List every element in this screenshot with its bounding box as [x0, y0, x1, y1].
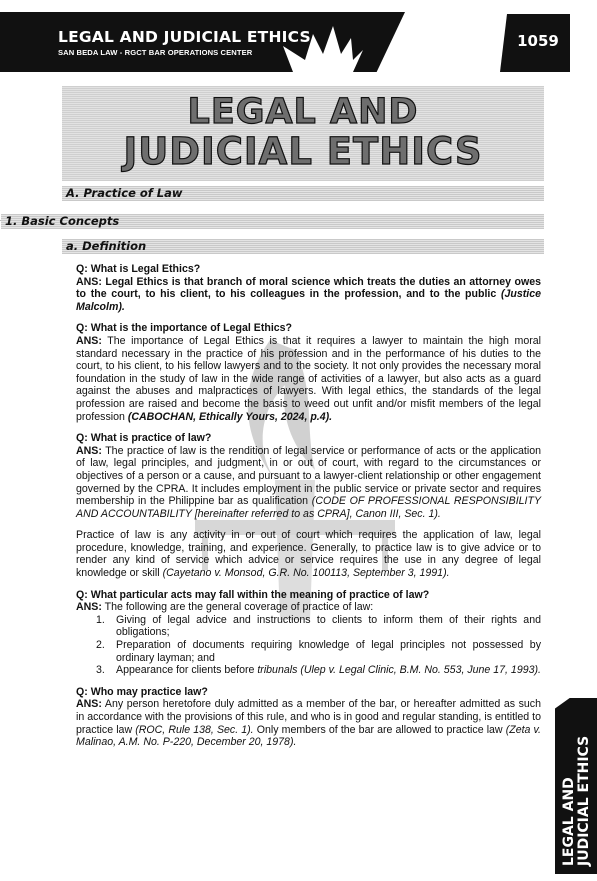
answer-3-label: ANS: [76, 444, 102, 457]
list-item [96, 614, 541, 639]
answer-1-text: Legal Ethics is that branch of moral science which treats the duties an attorney owes to the court, to his client, to his colleagues in the profession, and to the public [76, 275, 541, 301]
question-3: Q: What is practice of law? [76, 432, 212, 445]
page-body [76, 263, 541, 749]
list-item-text: Giving of legal advice and instructions to clients to inform them of their rights and obligations; [116, 613, 541, 639]
practice-paragraph-citation: (Cayetano v. Monsod, G.R. No. 100113, September 3, 1991). [162, 567, 450, 580]
answer-3 [76, 445, 541, 521]
question-1: Q: What is Legal Ethics? [76, 263, 201, 275]
answer-5-citation-2: (Zeta v. Malinao, A.M. No. P-220, December 20, 1978). [76, 723, 541, 749]
list-item-text [116, 664, 541, 677]
header-subtitle: SAN BEDA LAW - RGCT BAR OPERATIONS CENTER [58, 48, 253, 57]
side-tab-line-1: LEGAL AND [561, 777, 577, 866]
answer-1 [76, 276, 541, 314]
list-item-citation: tribunals (Ulep v. Legal Clinic, B.M. No. 553, June 17, 1993). [257, 664, 541, 677]
section-heading-1 [1, 214, 544, 229]
side-tab-line-2: JUDICIAL ETHICS [576, 735, 592, 866]
chapter-title-line-1: LEGAL AND [187, 92, 419, 132]
answer-4-label: ANS: [76, 601, 102, 614]
question-5: Q: Who may practice law? [76, 685, 208, 698]
answer-3-citation: (CODE OF PROFESSIONAL RESPONSIBILITY AND ACCOUNTABILITY [hereinafter referred to as CPRA], Canon III, Sec. 1). [76, 495, 542, 520]
chapter-title-line-2: JUDICIAL ETHICS [123, 130, 483, 173]
header-title: LEGAL AND JUDICIAL ETHICS [58, 28, 311, 46]
answer-5-text: Any person heretofore duly admitted as a member of the bar, or hereafter admitted as such in accordance with the provisions of this rule, and who is in good and regular standing, is entitled to practice law [76, 698, 541, 736]
answer-3-text: The practice of law is the rendition of legal service or performance of acts or the application of law, legal principles, and judgment, in or out of court, with regard to the circumstances or objectives of a person or a cause, and pursuant to a lawyer-client relationship or other engagement governed by the CPRA. It includes employment in the public service or private sector and requires membership in the Philippine bar as qualification [76, 444, 541, 508]
answer-2-label: ANS: [76, 334, 102, 347]
list-item-number: 2. [96, 639, 105, 652]
list-item [96, 664, 541, 677]
answer-2-text: The importance of Legal Ethics is that it requires a lawyer to maintain the high moral standard necessary in the practice of his profession and in the performance of his duties to the court, to his client, to his fellow lawyers and to the society. It not only provides the necessary moral foundation in the study of law in the wide range of activities of a lawyer, but also acts as a guard against the abuses and malpractices of lawyers. With legal ethics, the standards of the legal profession are raised and become the basis to weed out unfit and/or misfit members of the legal profession [76, 334, 541, 423]
practice-acts-list [96, 614, 541, 677]
crown-logo-icon [283, 24, 363, 74]
answer-5-text-2: Only members of the bar are allowed to practice law [253, 723, 506, 736]
list-item [96, 639, 541, 664]
subsection-heading-a-text: a. Definition [66, 239, 147, 253]
section-heading-1-text: 1. Basic Concepts [5, 214, 120, 228]
answer-2-citation: (CABOCHAN, Ethically Yours, 2024, p.4). [127, 410, 333, 423]
answer-1-citation: (Justice Malcolm). [76, 288, 541, 313]
side-tab-label [562, 736, 592, 866]
section-heading-a [62, 186, 544, 201]
list-item-text-main: Appearance for clients before [116, 664, 258, 677]
answer-4-text: The following are the general coverage of practice of law: [101, 601, 374, 614]
answer-5-label: ANS: [76, 698, 102, 711]
list-item-number: 3. [96, 664, 105, 677]
subsection-heading-a [62, 239, 544, 254]
answer-4 [76, 601, 541, 614]
list-item-number: 1. [96, 613, 105, 626]
practice-paragraph-text: Practice of law is any activity in or out of court which requires the application of law, legal procedure, knowledge, training, and experience. Generally, to practice law is to give advice or to render any kind of service which advice or service requires the use in any degree of legal knowledge or skill [76, 529, 541, 580]
practice-of-law-paragraph [76, 529, 541, 579]
answer-5 [76, 698, 541, 748]
list-item-text: Preparation of documents requiring knowledge of legal principles not possessed by ordinary layman; and [116, 639, 541, 664]
page-number: 1059 [517, 32, 559, 50]
section-heading-a-text: A. Practice of Law [66, 186, 183, 200]
answer-5-citation-1: (ROC, Rule 138, Sec. 1). [135, 723, 254, 736]
question-2: Q: What is the importance of Legal Ethics? [76, 322, 293, 335]
answer-1-label: ANS: [76, 275, 102, 288]
answer-2 [76, 335, 541, 423]
question-4: Q: What particular acts may fall within the meaning of practice of law? [76, 588, 430, 601]
